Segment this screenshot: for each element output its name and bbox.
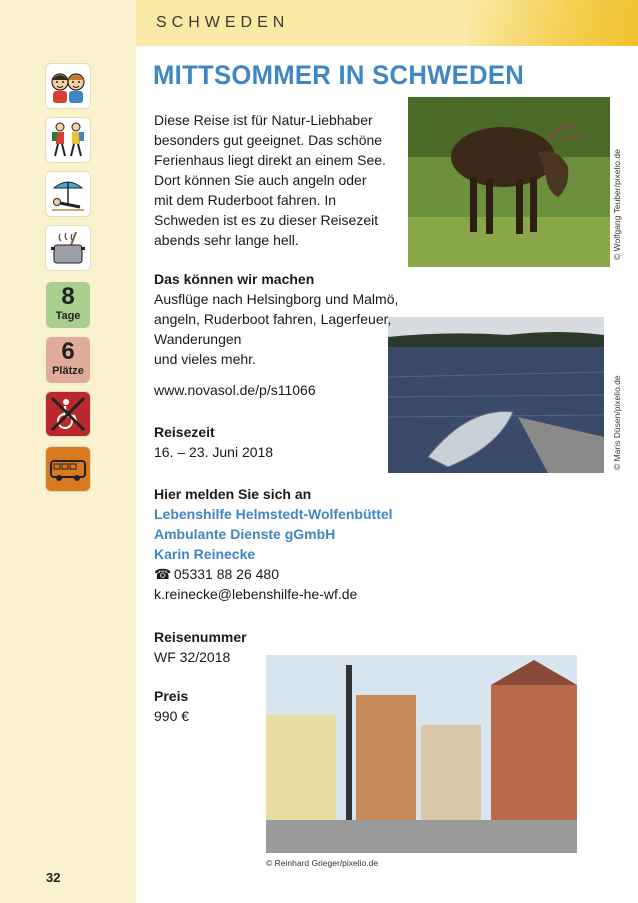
price-section: [154, 686, 189, 726]
section-label: SCHWEDEN: [156, 14, 290, 31]
contact-person: Karin Reinecke: [154, 546, 256, 562]
intro-line: abends sehr lange hell.: [154, 232, 299, 248]
contact-heading: Hier melden Sie sich an: [154, 486, 312, 502]
places-label: Plätze: [52, 365, 84, 377]
activities-heading: Das können wir machen: [154, 271, 315, 287]
contact-org1: Lebenshilfe Helmstedt-Wolfenbüttel: [154, 506, 393, 522]
city-photo: [266, 655, 577, 853]
places-tile: [46, 337, 90, 383]
hiking-icon: [46, 118, 90, 162]
activities-section: [154, 269, 434, 369]
intro-line: mit dem Ruderboot fahren. In: [154, 192, 337, 208]
trip-number-section: [154, 627, 247, 667]
days-value: 8: [61, 283, 75, 310]
trip-number-heading: Reisenummer: [154, 629, 247, 645]
phone-icon: ☎: [154, 566, 172, 582]
price-value: 990 €: [154, 708, 190, 724]
lake-credit: © Maris Düsen/pixelio.de: [612, 375, 622, 470]
moose-photo: [408, 97, 610, 267]
activities-line: und vieles mehr.: [154, 351, 256, 367]
moose-credit: © Wolfgang Teuber/pixelio.de: [612, 149, 622, 260]
contact-org2: Ambulante Dienste gGmbH: [154, 526, 336, 542]
city-credit: © Reinhard Grieger/pixelio.de: [266, 858, 379, 868]
contact-phone[interactable]: 05331 88 26 480: [173, 566, 279, 582]
intro-line: Dort können Sie auch angeln oder: [154, 172, 367, 188]
page-title: MITTSOMMER IN SCHWEDEN: [153, 60, 525, 90]
intro-line: Schweden ist es zu dieser Reisezeit: [154, 212, 379, 228]
days-label: Tage: [55, 310, 81, 322]
contact-section: [154, 484, 454, 604]
trip-number-value: WF 32/2018: [154, 649, 231, 665]
trip-link[interactable]: www.novasol.de/p/s11066: [154, 382, 316, 398]
contact-phone-row: [154, 564, 454, 584]
travel-time-heading: Reisezeit: [154, 424, 215, 440]
bus-icon: [46, 447, 90, 491]
travel-time-value: 16. – 23. Juni 2018: [154, 444, 274, 460]
page-number: 32: [46, 870, 61, 885]
intro-text: [154, 110, 404, 250]
activities-line: Ausflüge nach Helsingborg und Malmö,: [154, 291, 399, 307]
places-value: 6: [61, 338, 75, 365]
days-tile: [46, 282, 90, 328]
beach-relax-icon: [46, 172, 90, 216]
contact-email[interactable]: k.reinecke@lebenshilfe-he-wf.de: [154, 586, 358, 602]
price-heading: Preis: [154, 688, 189, 704]
activities-line: angeln, Ruderboot fahren, Lagerfeuer,: [154, 311, 392, 327]
activities-line: Wanderungen: [154, 331, 242, 347]
intro-line: Ferienhaus liegt direkt an einem See.: [154, 152, 386, 168]
intro-line: besonders gut geeignet. Das schöne: [154, 132, 383, 148]
travel-time-section: [154, 422, 273, 462]
cooking-pot-icon: [46, 226, 90, 270]
wheelchair-crossed-icon: [46, 392, 90, 436]
intro-line: Diese Reise ist für Natur-Liebhaber: [154, 112, 373, 128]
two-people-icon: [46, 64, 90, 108]
